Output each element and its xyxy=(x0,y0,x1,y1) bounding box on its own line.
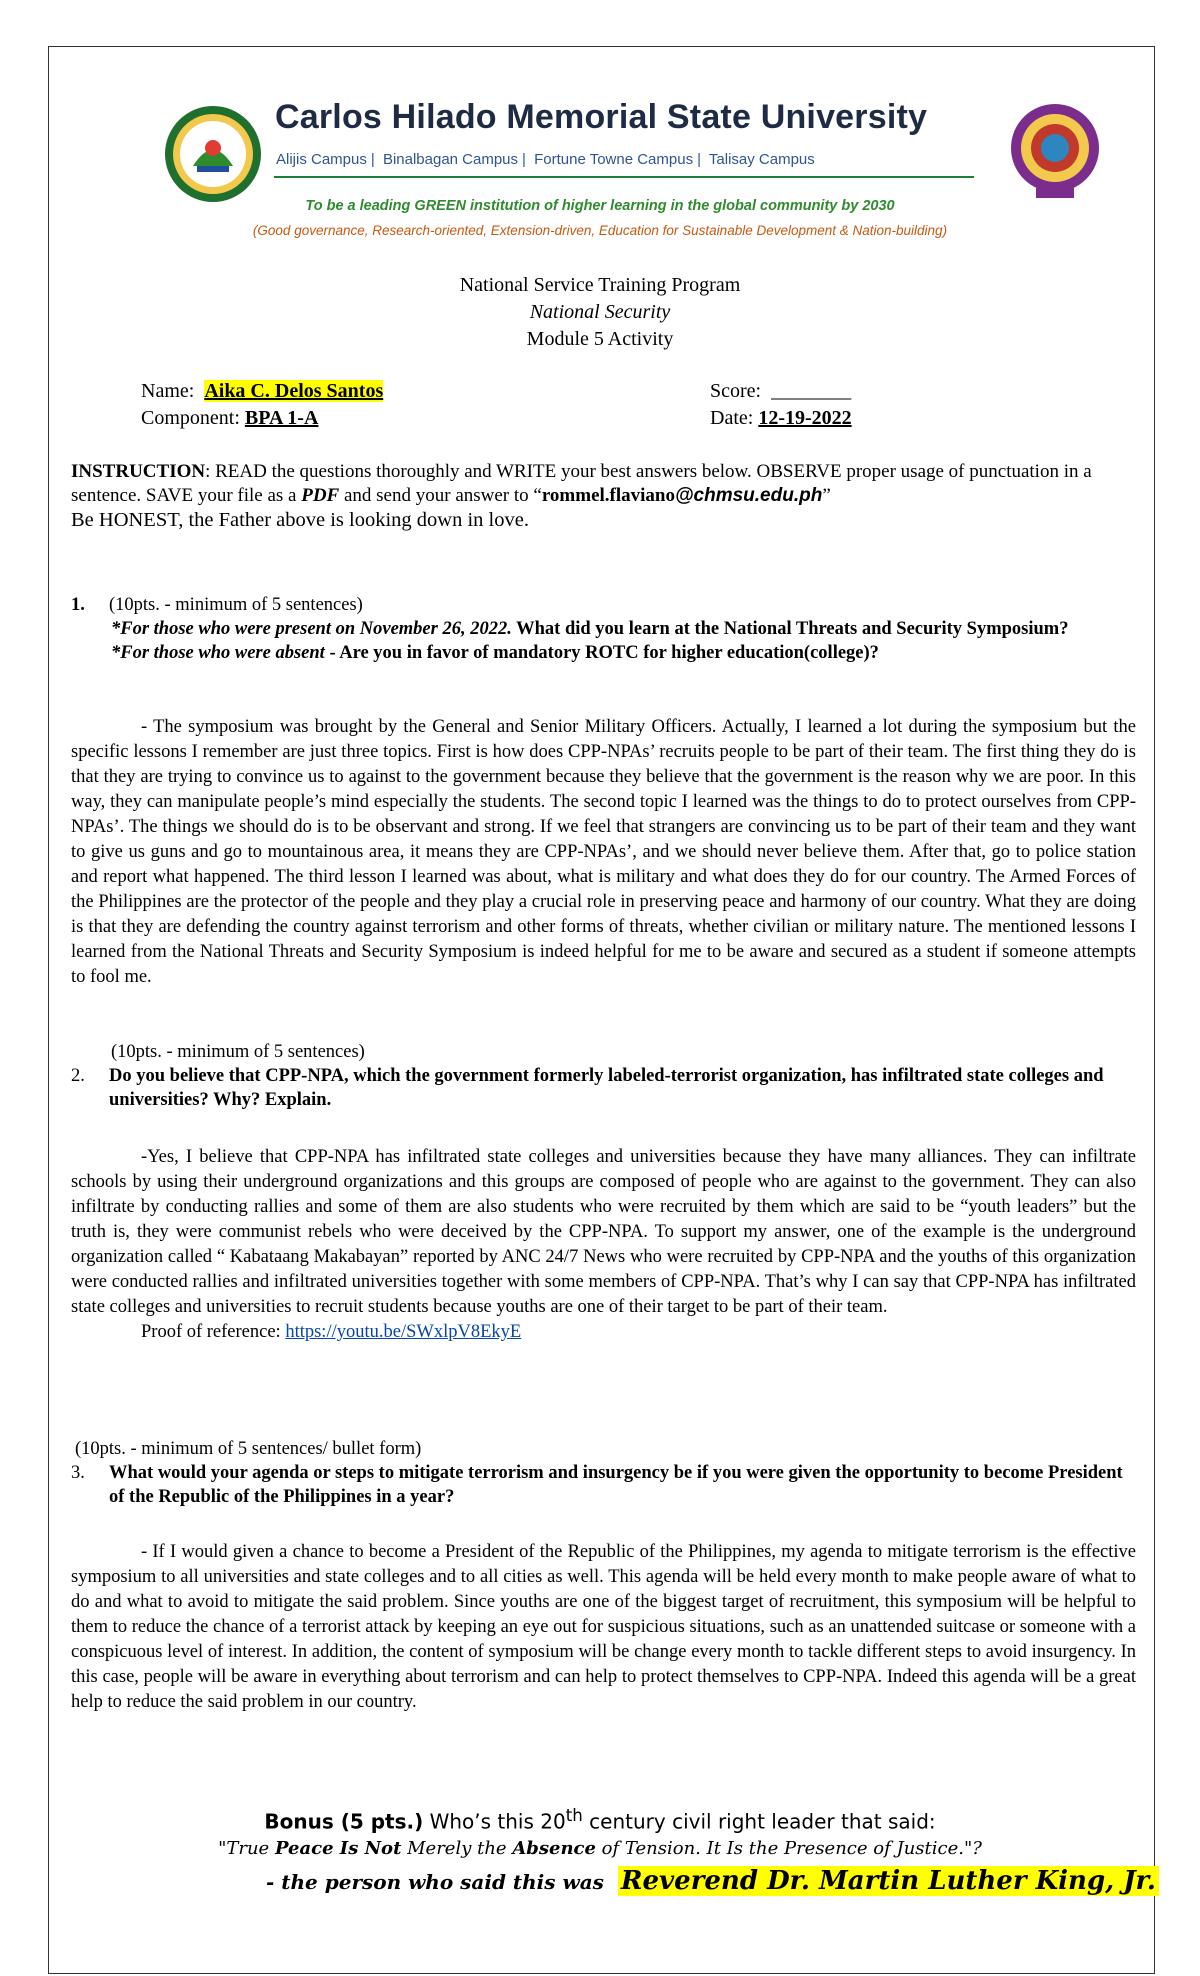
date-label: Date: xyxy=(710,407,754,429)
question-3 xyxy=(71,1437,1136,1509)
bonus-text-2: century civil right leader that said: xyxy=(582,1809,936,1834)
answer-2 xyxy=(71,1145,1136,1345)
campus-alijis: Alijis Campus xyxy=(276,151,367,168)
bonus-answer xyxy=(266,1866,1159,1896)
question-1-absent-label: *For those who were absent xyxy=(111,643,325,663)
bonus-superscript: th xyxy=(565,1806,583,1825)
reference-line xyxy=(71,1320,1136,1345)
date-value: 12-19-2022 xyxy=(758,407,852,429)
header-divider xyxy=(274,176,974,178)
rotc-nstp-logo xyxy=(1008,102,1103,202)
email-user: rommel.flaviano xyxy=(541,485,676,506)
campus-list: Alijis Campus | Binalbagan Campus | Fortune Towne Campus | Talisay Campus xyxy=(276,151,815,168)
bonus-answer-value: Reverend Dr. Martin Luther King, Jr. xyxy=(618,1866,1159,1896)
question-2-points: (10pts. - minimum of 5 sentences) xyxy=(111,1042,365,1062)
component-label: Component: xyxy=(141,407,240,429)
answer-3-text: - If I would given a chance to become a President of the Republic of the Philippines, my agenda to mitigate terrorism is the effective symposium to all universities and state colleges and to all cities as well. This agenda will be held every month to make people aware of what to do and what to avoid to mitigate the said problem. Since youths are one of the biggest target of recruitment, this symposium will be helpful to them to reduce the chance of a terrorist attack by keeping an eye out for suspicious situations, such as an unattended suitcase or someone with a conspicuous level of interest. In addition, the content of symposium will be change every month to tackle different steps to avoid insurgency. In this case, people will be aware in everything about terrorism and can help to protect themselves to CPP-NPA. Indeed this agenda will be a great help to reduce the said problem in our country. xyxy=(71,1542,1136,1712)
bonus-quote xyxy=(0,1838,1200,1859)
question-1-present-text: What did you learn at the National Threats and Security Symposium? xyxy=(511,619,1069,639)
vision-statement: To be a leading GREEN institution of higher learning in the global community by 2030 xyxy=(305,198,895,214)
activity-title: Module 5 Activity xyxy=(526,328,674,350)
answer-1-text: - The symposium was brought by the General and Senior Military Officers. Actually, I learned a lot during the symposium but the specific lessons I remember are just three topics. First is how does CPP-NPAs’ recruits people to be part of their team. The first thing they do is that they are trying to convince us to against to the government because they believe that the government is the reason why we are poor. In this way, they can manipulate people’s mind especially the students. The second topic I learned was the things to do to protect ourselves from CPP-NPAs’. The things we should do is to be observant and strong. If we feel that strangers are convincing us to be part of their team and they want to give us guns and go to mountainous area, it means they are CPP-NPAs’, and we should never believe them. After that, go to police station and report what happened. The third lesson I learned was about, what is military and what does they do for our country. The Armed Forces of the Philippines are the protector of the people and they play a crucial role in preserving peace and harmony of our country. What they are doing is that they are defending the country against terrorism and other forms of threats, whether civilian or military nature. The mentioned lessons I learned from the National Threats and Security Symposium is indeed helpful for me to be aware and secured as a student if someone attempts to fool me. xyxy=(71,717,1136,987)
campus-talisay: Talisay Campus xyxy=(708,151,815,168)
question-1-present-label: *For those who were present on November 26, 2022. xyxy=(111,619,512,639)
instruction-closing: Be HONEST, the Father above is looking down in love. xyxy=(71,509,529,531)
pdf-label: PDF xyxy=(301,485,340,506)
reference-label: Proof of reference: xyxy=(141,1322,286,1342)
quote-part-2: Merely the xyxy=(401,1838,513,1859)
document-title xyxy=(0,272,1200,353)
question-1-absent xyxy=(71,641,1136,665)
answer-2-text: -Yes, I believe that CPP-NPA has infiltrated state colleges and universities because they have many alliances. They can infiltrate schools by using their underground organizations and this groups are composed of people who are against to the government. They can also infiltrate by conducting rallies and some of them are also students who were recruited by them which are said to be “youth leaders” but the truth is, they were communist rebels who were deceived by the CPP-NPA. To support my answer, one of the example is the underground organization called “ Kabataang Makabayan” reported by ANC 24/7 News who were recruited by CPP-NPA and the youths of this organization were conducted rallies and infiltrated universities together with some members of CPP-NPA. That’s why I can say that CPP-NPA has infiltrated state colleges and universities to recruit students because youths are one of their target to be part of their team. xyxy=(71,1147,1136,1317)
quote-part-1: "True xyxy=(218,1838,275,1859)
mission-statement: (Good governance, Research-oriented, Extension-driven, Education for Sustainable Development & Nation-building) xyxy=(252,223,948,238)
bonus-text-1: Who’s this 20 xyxy=(423,1809,566,1834)
question-2-number: 2. xyxy=(71,1066,85,1086)
quote-bold-1: Peace Is Not xyxy=(274,1838,402,1859)
question-1 xyxy=(71,593,1136,665)
question-3-text: What would your agenda or steps to mitigate terrorism and insurgency be if you were given the opportunity to become President of the Republic of the Philippines in a year? xyxy=(109,1463,1123,1507)
subject-title: National Security xyxy=(529,301,671,323)
quote-part-3: of Tension. It Is the Presence of Justice."? xyxy=(595,1838,982,1859)
question-2 xyxy=(71,1040,1136,1112)
date-field xyxy=(710,404,852,432)
email-domain: @chmsu.edu.ph xyxy=(675,485,823,506)
quote-bold-2: Absence xyxy=(512,1838,596,1859)
name-value: Aika C. Delos Santos xyxy=(204,380,384,402)
campus-binalbagan: Binalbagan Campus xyxy=(382,151,519,168)
university-name: Carlos Hilado Memorial State University xyxy=(275,98,928,136)
instruction-label: INSTRUCTION xyxy=(71,461,206,482)
question-3-points: (10pts. - minimum of 5 sentences/ bullet form) xyxy=(75,1439,422,1459)
component-field xyxy=(141,404,318,432)
question-1-number: 1. xyxy=(71,595,85,615)
score-field xyxy=(710,377,851,405)
answer-1 xyxy=(71,715,1136,990)
program-title: National Service Training Program xyxy=(459,274,741,296)
instruction-text-3: ” xyxy=(822,485,831,506)
answer-3 xyxy=(71,1540,1136,1715)
bonus-answer-prefix: - the person who said this was xyxy=(266,1870,604,1894)
bonus-label: Bonus (5 pts.) xyxy=(264,1809,424,1834)
campus-fortune-towne: Fortune Towne Campus xyxy=(534,151,694,168)
question-3-number: 3. xyxy=(71,1463,85,1483)
name-label: Name: xyxy=(141,380,195,402)
question-2-text: Do you believe that CPP-NPA, which the government formerly labeled-terrorist organization, has infiltrated state colleges and universities? Why? Explain. xyxy=(109,1066,1104,1110)
reference-link[interactable]: https://youtu.be/SWxlpV8EkyE xyxy=(285,1322,522,1342)
question-1-present xyxy=(71,617,1136,641)
question-1-absent-text: - Are you in favor of mandatory ROTC for higher education(college)? xyxy=(324,643,879,663)
score-label: Score: xyxy=(710,380,762,402)
score-value: ________ xyxy=(771,380,852,402)
question-1-points: (10pts. - minimum of 5 sentences) xyxy=(109,595,363,615)
bonus-question xyxy=(0,1806,1200,1834)
component-value: BPA 1-A xyxy=(244,407,319,429)
name-field xyxy=(141,377,383,405)
instruction-text-2: and send your answer to “ xyxy=(339,485,542,506)
university-seal-logo xyxy=(163,104,263,204)
instruction-text: : READ the questions thoroughly and WRITE your best answers below. OBSERVE proper usage of punctuation in a sentence. SAVE your file as a xyxy=(71,461,1092,506)
instruction-block xyxy=(71,460,1136,533)
